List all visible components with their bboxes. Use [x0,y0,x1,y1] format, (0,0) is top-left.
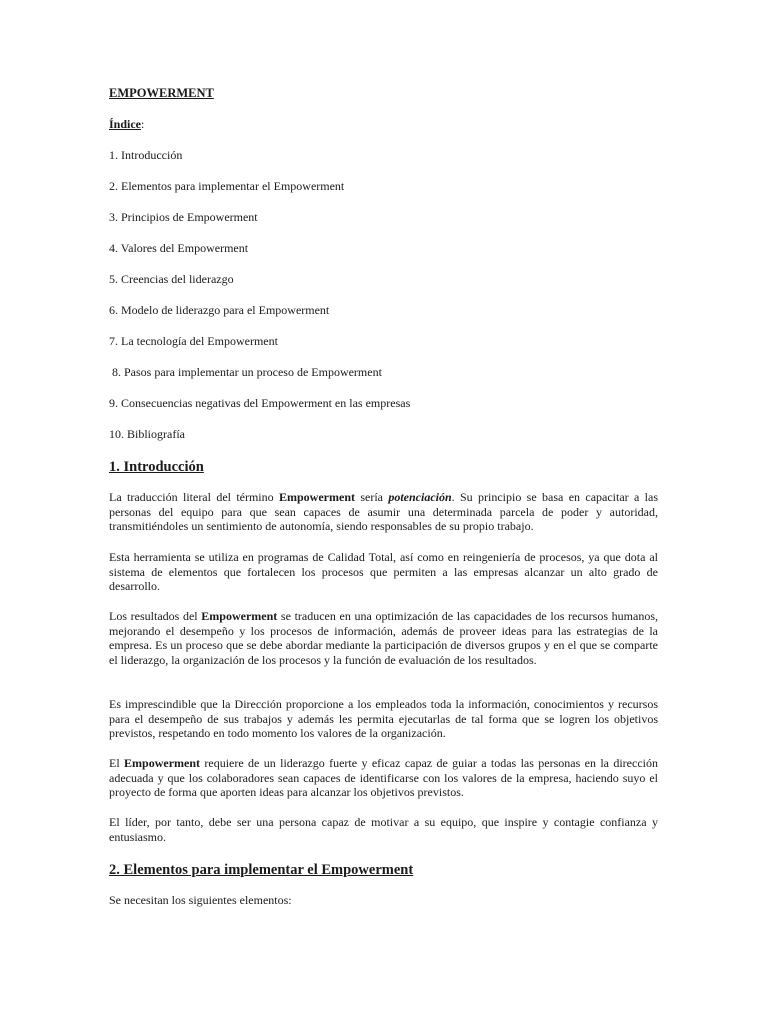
index-item: 4. Valores del Empowerment [109,241,249,255]
paragraph [109,490,658,534]
section-heading-introduccion: 1. Introducción [109,459,204,475]
paragraph: Se necesitan los siguientes elementos: [109,893,292,907]
index-label: Índice [109,117,142,131]
text-run: La traducción literal del término [109,490,279,504]
section-heading-elementos: 2. Elementos para implementar el Empowerment [109,862,414,878]
index-item: 6. Modelo de liderazgo para el Empowerment [109,303,330,317]
paragraph: Esta herramienta se utiliza en programas de Calidad Total, así como en reingeniería de procesos, ya que dota al sistema de elementos que fortalecen los procesos que permiten a las empresas alcanzar un alto grado de desarrollo. [109,550,658,594]
index-item: 9. Consecuencias negativas del Empowerment en las empresas [109,396,411,410]
index-item: 8. Pasos para implementar un proceso de Empowerment [109,365,382,379]
text-run: se traducen en una optimización de las capacidades de los recursos humanos, mejorando el desempeño y los procesos de información, además de proveer ideas para las estrategias de la empresa. Es un proceso que se debe abordar mediante la participación de diversos grupos y en el que se comparte el liderazgo, la organización de los procesos y la función de evaluación de los resultados. [109,609,658,667]
bold-term: Empowerment [124,756,201,770]
document-title: EMPOWERMENT [109,86,214,100]
index-item: 1. Introducción [109,148,183,162]
index-item: 7. La tecnología del Empowerment [109,334,278,348]
paragraph: Es imprescindible que la Dirección proporcione a los empleados toda la información, conocimientos y recursos para el desempeño de sus trabajos y además les permita ejecutarlas de tal forma que se logren los objetivos previstos, respetando en todo momento los valores de la organización. [109,697,658,741]
index-item: 10. Bibliografía [109,427,185,441]
text-run: . Su principio se basa en capacitar a las personas del equipo para que sean capaces de asumir una determinada parcela de poder y autoridad, transmitiéndoles un sentimiento de autonomía, siendo responsables de su propio trabajo. [109,490,658,534]
bold-italic-term: potenciación [388,490,452,504]
text-run: Los resultados del [109,609,202,623]
index-label-suffix: : [141,117,145,131]
index-item: 2. Elementos para implementar el Empowerment [109,179,345,193]
index-heading [109,117,144,132]
index-item: 5. Creencias del liderazgo [109,272,234,286]
paragraph [109,609,658,667]
text-run: requiere de un liderazgo fuerte y eficaz capaz de guiar a todas las personas en la dirección adecuada y que los colaboradores sean capaces de identificarse con los valores de la empresa, haciendo suyo el proyecto de forma que aporten ideas para alcanzar los objetivos previstos. [109,756,658,800]
bold-term: Empowerment [279,490,355,504]
bold-term: Empowerment [201,609,278,623]
text-run: sería [354,490,389,504]
paragraph [109,756,658,800]
paragraph: El líder, por tanto, debe ser una persona capaz de motivar a su equipo, que inspire y contagie confianza y entusiasmo. [109,815,658,844]
text-run: El [109,756,125,770]
index-item: 3. Principios de Empowerment [109,210,258,224]
